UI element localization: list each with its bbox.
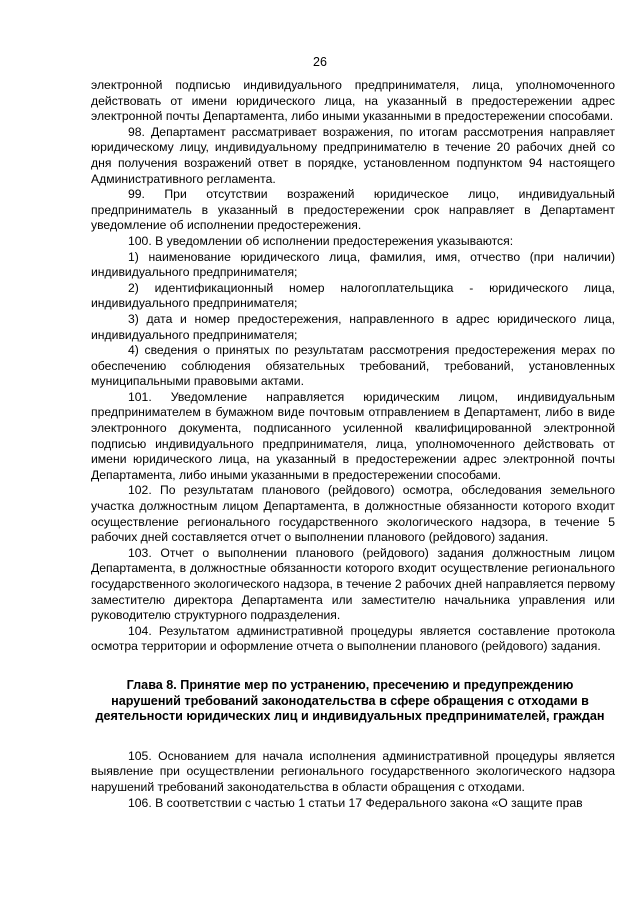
paragraph: 99. При отсутствии возражений юридическое лицо, индивидуальный предприниматель в указанный в предостережении срок направляет в Департамент уведомление об исполнении предостережения. — [91, 187, 615, 233]
chapter-heading: Глава 8. Принятие мер по устранению, пресечению и предупреждению нарушений требований законодательства в сфере обращения с отходами в деятельности юридических лиц и индивидуальных предпринимателей, граждан — [95, 677, 605, 724]
paragraph: электронной подписью индивидуального предпринимателя, лица, уполномоченного действовать от имени юридического лица, на указанный в предостережении адрес электронной почты Департамента, либо иными указанными в предостережении способами. — [91, 78, 615, 124]
paragraph: 1) наименование юридического лица, фамилия, имя, отчество (при наличии) индивидуального предпринимателя; — [91, 249, 615, 280]
paragraph: 98. Департамент рассматривает возражения, по итогам рассмотрения направляет юридическому лицу, индивидуальному предпринимателю в течение 20 рабочих дней со дня получения возражений ответ в порядке, установленном подпунктом 94 настоящего Административного регламента. — [91, 124, 615, 186]
paragraph: 100. В уведомлении об исполнении предостережения указываются: — [128, 233, 514, 248]
paragraph: 106. В соответствии с частью 1 статьи 17 Федерального закона «О защите прав — [128, 795, 583, 810]
paragraphs-before-heading — [91, 78, 615, 655]
paragraph: 101. Уведомление направляется юридическим лицом, индивидуальным предпринимателем в бумажном виде почтовым отправлением в Департамент, либо в виде электронного документа, подписанного усиленной квалифицированной электронной подписью индивидуального предпринимателя, лица, уполномоченного действовать от имени юридического лица, на указанный в предостережении адрес электронной почты Департамента, либо иными указанными в предостережении способами. — [91, 389, 615, 482]
document-body — [91, 78, 615, 811]
paragraph: 104. Результатом административной процедуры является составление протокола осмотра территории и оформление отчета о выполнении планового (рейдового) задания. — [91, 623, 615, 654]
paragraphs-after-heading — [91, 749, 615, 811]
paragraph: 3) дата и номер предостережения, направленного в адрес юридического лица, индивидуального предпринимателя; — [91, 311, 615, 342]
paragraph: 102. По результатам планового (рейдового) осмотра, обследования земельного участка должностным лицом Департамента, в должностные обязанности которого входит осуществление регионального государственного экологического надзора, в течение 5 рабочих дней составляется отчет о выполнении планового (рейдового) задания. — [91, 483, 615, 545]
paragraph: 103. Отчет о выполнении планового (рейдового) задания должностным лицом Департамента, в должностные обязанности которого входит осуществление регионального государственного экологического надзора, в течение 2 рабочих дней направляется первому заместителю директора Департамента или заместителю начальника управления или руководителю структурного подразделения. — [91, 545, 615, 623]
paragraph: 2) идентификационный номер налогоплательщика - юридического лица, индивидуального предпринимателя; — [91, 280, 615, 311]
paragraph: 4) сведения о принятых по результатам рассмотрения предостережения мерах по обеспечению соблюдения обязательных требований, требований, установленных муниципальными правовыми актами. — [91, 343, 615, 389]
page-number: 26 — [313, 55, 327, 69]
paragraph: 105. Основанием для начала исполнения административной процедуры является выявление при осуществлении регионального государственного экологического надзора нарушений требований законодательства в области обращения с отходами. — [91, 748, 615, 794]
